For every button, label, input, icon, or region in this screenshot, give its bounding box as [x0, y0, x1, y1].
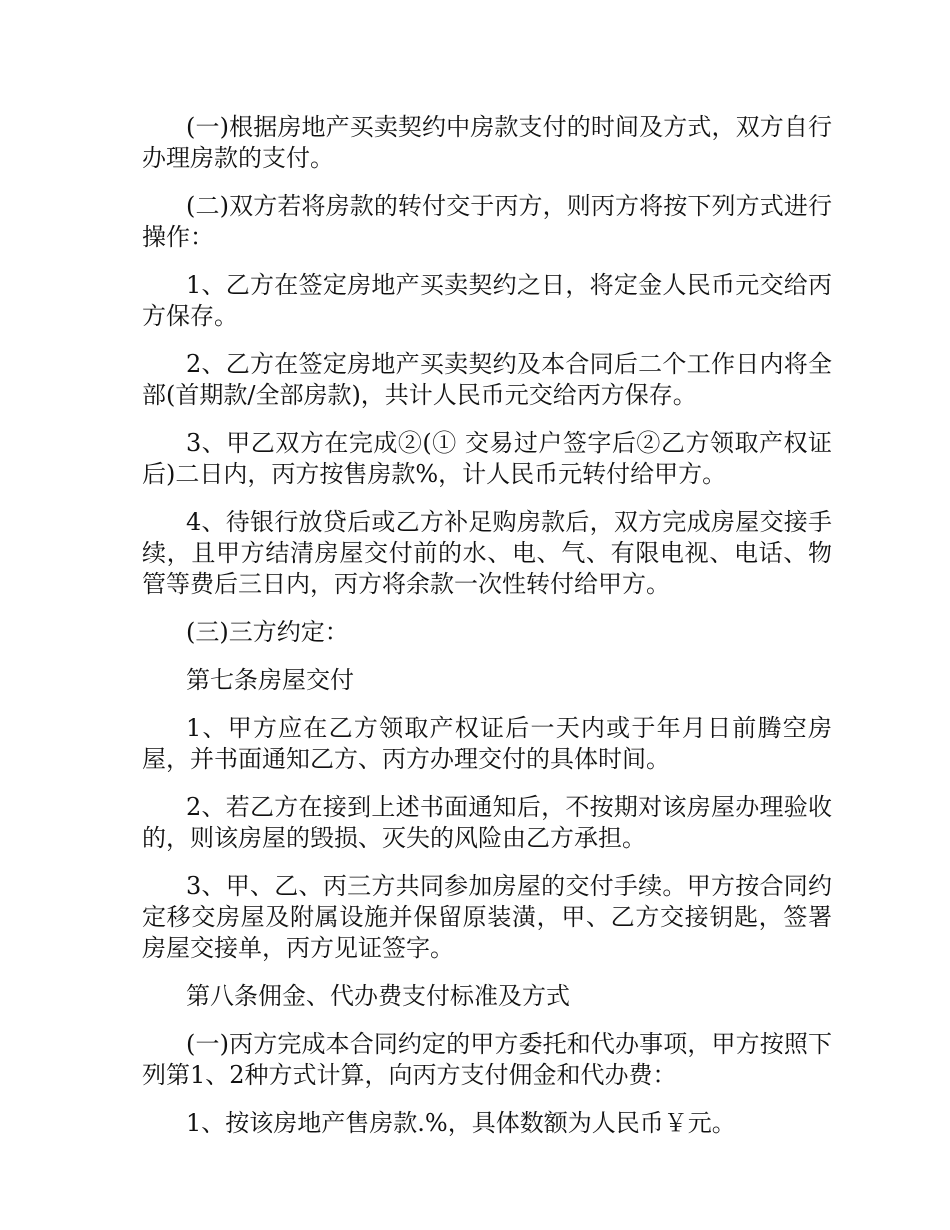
paragraph-escrow-item-1: 1、乙方在签定房地产买卖契约之日，将定金人民币元交给丙方保存。: [142, 271, 832, 330]
paragraph-escrow-item-3: 3、甲乙双方在完成②(① 交易过户签字后②乙方领取产权证后)二日内，丙方按售房款%，计人民币元转付给甲方。: [142, 429, 832, 488]
paragraph-three-party-agreement: (三)三方约定：: [186, 618, 349, 646]
article-7-item-1: 1、甲方应在乙方领取产权证后一天内或于年月日前腾空房屋，并书面通知乙方、丙方办理交付的具体时间。: [142, 714, 832, 773]
document-body: [142, 112, 832, 1156]
paragraph-payment-escrow: (二)双方若将房款的转付交于丙方，则丙方将按下列方式进行操作：: [142, 192, 832, 251]
article-7-item-3: 3、甲、乙、丙三方共同参加房屋的交付手续。甲方按合同约定移交房屋及附属设施并保留原装潢，甲、乙方交接钥匙，签署房屋交接单，丙方见证签字。: [142, 872, 832, 962]
article-8-section-1: (一)丙方完成本合同约定的甲方委托和代办事项，甲方按照下列第1、2种方式计算，向丙方支付佣金和代办费：: [142, 1030, 832, 1089]
article-8-item-1: 1、按该房地产售房款.%，具体数额为人民币￥元。: [186, 1109, 736, 1137]
article-8-heading: 第八条佣金、代办费支付标准及方式: [186, 982, 570, 1010]
article-7-item-2: 2、若乙方在接到上述书面通知后，不按期对该房屋办理验收的，则该房屋的毁损、灭失的风险由乙方承担。: [142, 793, 832, 852]
paragraph-escrow-item-4: 4、待银行放贷后或乙方补足购房款后，双方完成房屋交接手续，且甲方结清房屋交付前的水、电、气、有限电视、电话、物管等费后三日内，丙方将余款一次性转付给甲方。: [142, 508, 832, 598]
paragraph-payment-self: (一)根据房地产买卖契约中房款支付的时间及方式，双方自行办理房款的支付。: [142, 113, 832, 172]
article-7-heading: 第七条房屋交付: [186, 666, 354, 694]
paragraph-escrow-item-2: 2、乙方在签定房地产买卖契约及本合同后二个工作日内将全部(首期款/全部房款)，共计人民币元交给丙方保存。: [142, 350, 832, 409]
